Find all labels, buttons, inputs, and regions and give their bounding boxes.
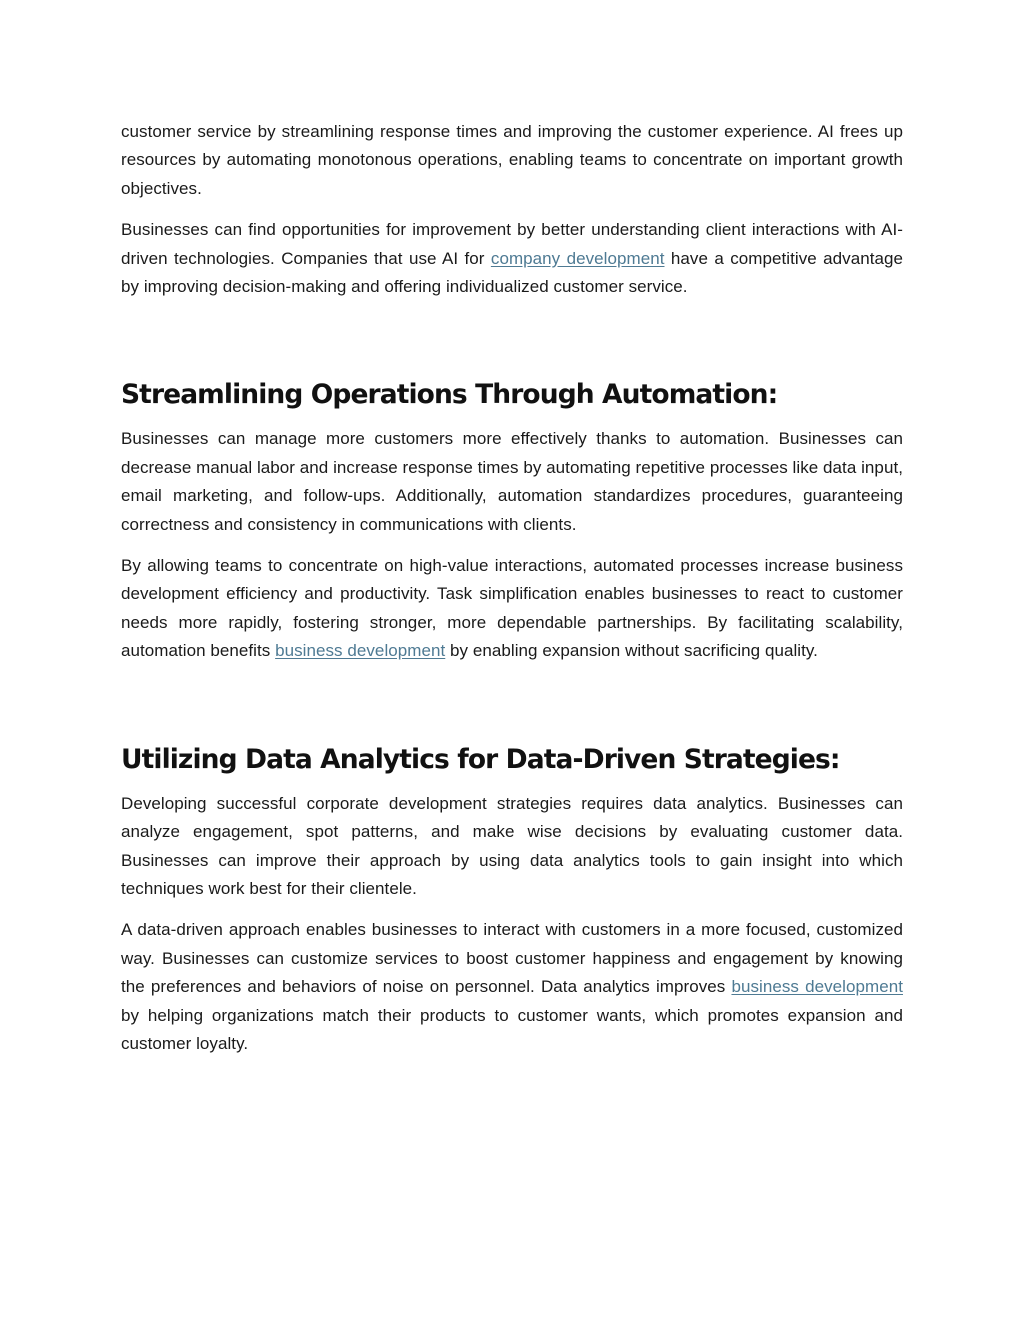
automation-paragraph-2-text-after: by enabling expansion without sacrificing quality. (445, 641, 818, 661)
intro-paragraph-2 (121, 216, 903, 301)
section-spacer (121, 679, 903, 743)
automation-paragraph-1: Businesses can manage more customers more effectively thanks to automation. Businesses can decrease manual labor and increase response times by automating repetitive processes like data input, email marketing, and follow-ups. Additionally, automation standardizes procedures, guaranteeing correctness and consistency in communications with clients. (121, 429, 903, 534)
analytics-paragraph-1: Developing successful corporate development strategies requires data analytics. Businesses can analyze engagement, spot patterns, and make wise decisions by evaluating customer data. Businesses can improve their approach by using data analytics tools to gain insight into which techniques work best for their clientele. (121, 793, 903, 898)
business-development-link[interactable]: business development (275, 641, 446, 661)
analytics-paragraph-2-text-before: A data-driven approach enables businesses to interact with customers in a more focused, customized way. Businesses can customize services to boost customer happiness and engagement by knowing the preferences and behaviors of noise on personnel. Data analytics improves (121, 920, 903, 997)
analytics-paragraph-2 (121, 916, 903, 1058)
intro-paragraph-2-text-after: have a competitive advantage by improving decision-making and offering individualized customer service. (121, 248, 903, 297)
section-spacer (121, 314, 903, 378)
automation-paragraph-2 (121, 552, 903, 666)
intro-paragraph-1: customer service by streamlining response times and improving the customer experience. AI frees up resources by automating monotonous operations, enabling teams to concentrate on important growth objectives. (121, 122, 903, 198)
section-heading-automation: Streamlining Operations Through Automation: (121, 379, 778, 411)
automation-paragraph-2-text-before: By allowing teams to concentrate on high-value interactions, automated processes increase business development efficiency and productivity. Task simplification enables businesses to react to customer needs more rapidly, fostering stronger, more dependable partnerships. By facilitating scalability, automation benefits (121, 556, 903, 661)
business-development-link-2[interactable]: business development (731, 977, 903, 997)
section-heading-data-analytics: Utilizing Data Analytics for Data-Driven Strategies: (121, 743, 840, 775)
analytics-paragraph-2-text-after: by helping organizations match their products to customer wants, which promotes expansion and customer loyalty. (121, 1005, 903, 1053)
company-development-link[interactable]: company development (490, 248, 665, 268)
intro-paragraph-2-text-before: Businesses can find opportunities for improvement by better understanding client interactions with AI-driven technologies. Companies that use AI for (121, 220, 903, 268)
